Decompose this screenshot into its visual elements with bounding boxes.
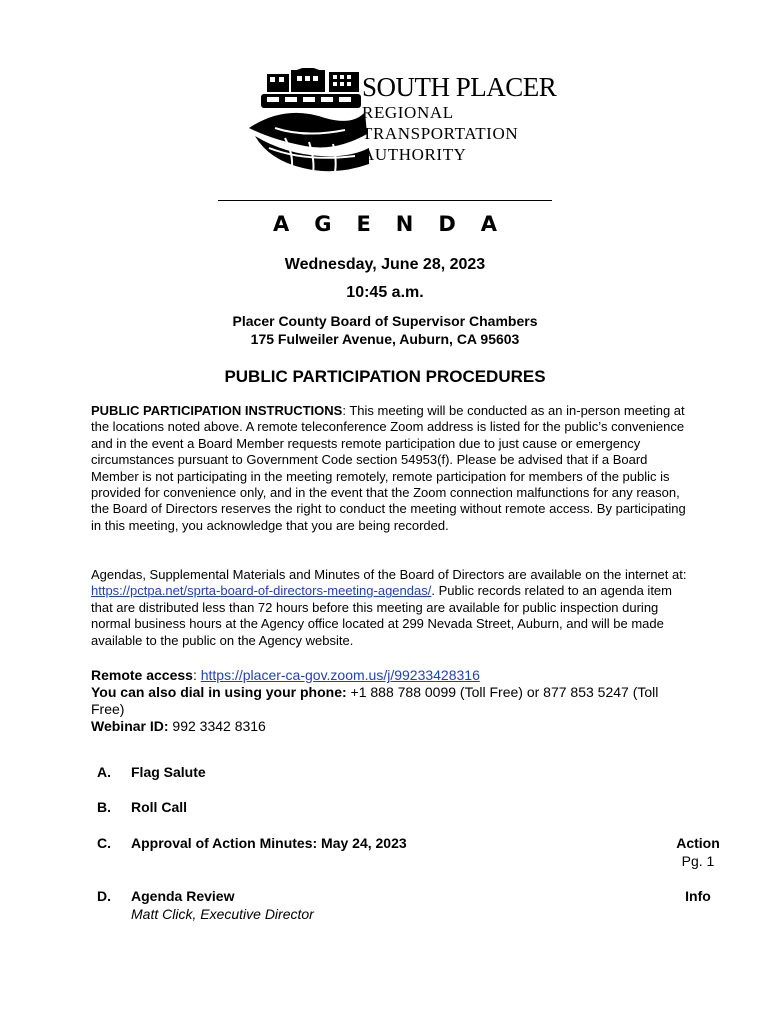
agendas-paragraph (91, 567, 691, 649)
item-action: Action (676, 835, 720, 851)
item-title: Agenda Review (131, 888, 235, 904)
logo-line-authority: AUTHORITY (362, 145, 467, 164)
meeting-location-address: 175 Fulweiler Avenue, Auburn, CA 95603 (250, 331, 520, 347)
meeting-date: Wednesday, June 28, 2023 (284, 256, 486, 273)
meeting-location-name: Placer County Board of Supervisor Chambers (232, 313, 538, 329)
remote-access-label: Remote access (91, 667, 193, 683)
item-title: Flag Salute (131, 764, 206, 780)
item-title: Roll Call (131, 799, 188, 815)
phone-value: +1 888 788 0099 (Toll Free) or 877 853 5247 (Toll Free) (91, 684, 659, 717)
remote-access-block: Remote access: https://placer-ca-gov.zoom.us/j/99233428316 You can also dial in using your phone: +1 888 788 0099 (Toll Free) or 877 853 5247 (Toll Free) Webinar ID: 992 3342 8316 (91, 667, 659, 734)
webinar-label: Webinar ID: (91, 718, 169, 734)
agenda-letter: N (395, 212, 414, 236)
item-title: Approval of Action Minutes: May 24, 2023 (131, 835, 407, 851)
agendas-text-after: . Public records related to an agenda item that are distributed less than 72 hours before this meeting are available for public inspection during normal business hours at the Agency office located at 299 Nevada Street, Auburn, and will be made available to the public on the Agency website. (91, 583, 672, 648)
agenda-letter: A (273, 212, 290, 236)
instructions-paragraph (91, 403, 691, 534)
agenda-letter: A (480, 212, 497, 236)
item-letter: A. (97, 764, 111, 780)
header-divider (218, 200, 552, 201)
item-letter: D. (97, 888, 111, 904)
item-action: Info (685, 888, 711, 904)
item-letter: C. (97, 835, 111, 851)
zoom-link[interactable]: https://placer-ca-gov.zoom.us/j/99233428316 (200, 667, 480, 683)
agendas-text-before: Agendas, Supplemental Materials and Minutes of the Board of Directors are available on the internet at: (91, 567, 687, 582)
logo-wordmark (362, 72, 556, 165)
agenda-letter: E (356, 212, 371, 236)
logo-line-transportation: TRANSPORTATION (362, 124, 519, 143)
procedures-heading: PUBLIC PARTICIPATION PROCEDURES (224, 367, 546, 386)
item-page: Pg. 1 (681, 853, 715, 869)
agenda-letter: G (314, 212, 332, 236)
logo-line-regional: REGIONAL (362, 103, 454, 122)
phone-label: You can also dial in using your phone: (91, 684, 347, 700)
agendas-link[interactable]: https://pctpa.net/sprta-board-of-directors-meeting-agendas/ (91, 583, 432, 599)
webinar-value: 992 3342 8316 (168, 718, 266, 734)
instructions-text: : This meeting will be conducted as an in-person meeting at the locations noted above. A remote teleconference Zoom address is listed for the public’s convenience and in the event a Board Member requests remote participation due to just cause or emergency circumstances pursuant to Government Code section 54953(f). Please be advised that if a Board Member is not participating in the meeting remotely, remote participation for members of the public is provided for convenience only, and in the event that the Zoom connection malfunctions for any reason, the Board of Directors reserves the right to conduct the meeting without remote access. By participating in this meeting, you acknowledge that you are being recorded. (91, 403, 686, 533)
item-letter: B. (97, 799, 111, 815)
logo-line-south-placer: SOUTH PLACER (362, 72, 557, 102)
agenda-title (218, 212, 552, 236)
agenda-letter: D (438, 212, 456, 236)
instructions-label: PUBLIC PARTICIPATION INSTRUCTIONS (91, 403, 343, 418)
meeting-time: 10:45 a.m. (346, 284, 424, 301)
item-presenter: Matt Click, Executive Director (131, 906, 314, 922)
